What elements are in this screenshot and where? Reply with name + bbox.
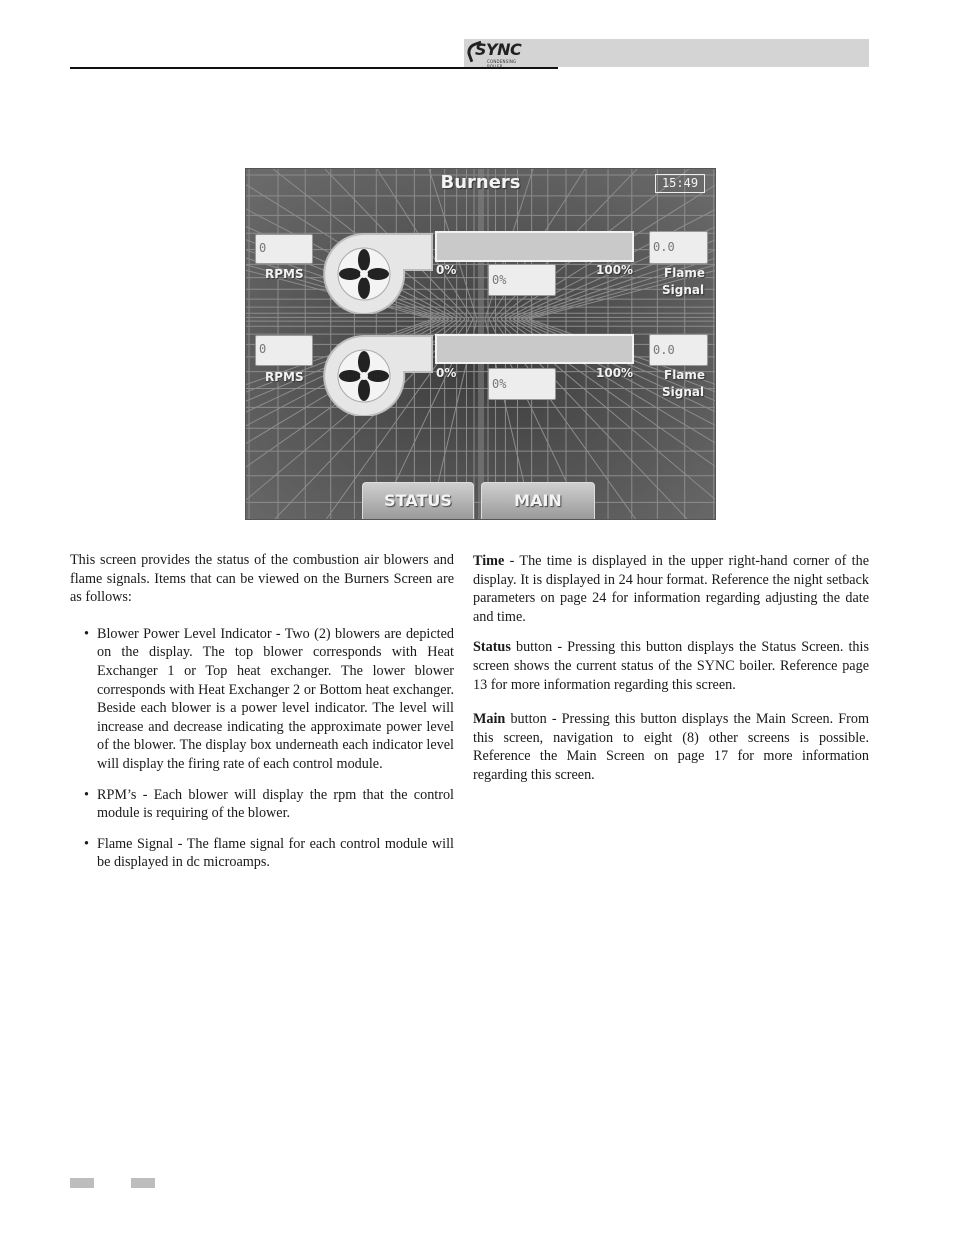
term-time: Time (473, 553, 505, 569)
flame-label-2: Flame (664, 368, 706, 382)
list-item-rpm (70, 786, 454, 823)
time-paragraph (473, 552, 869, 626)
power-level-bar-1 (435, 231, 634, 262)
list-item-blower-power (70, 625, 454, 774)
sync-logo (467, 40, 533, 69)
clock-display: 15:49 (655, 174, 705, 193)
right-column (473, 552, 869, 797)
flame-value-box-1: 0.0 (649, 231, 708, 264)
status-button[interactable]: STATUS (362, 482, 474, 520)
logo-subtext: CONDENSING BOILER (487, 59, 517, 69)
power-level-bar-2 (435, 334, 634, 364)
bullet: • (84, 835, 89, 852)
list-item-text: Flame Signal - The flame signal for each control module will be displayed in dc microamps. (97, 835, 454, 871)
burners-screen (245, 168, 716, 520)
main-button[interactable]: MAIN (481, 482, 595, 520)
main-description: button - Pressing this button displays the Main Screen. From this screen, navigation to eight (8) other screens is possible. Reference the Main Screen on page 17 for more information regarding this screen. (473, 711, 869, 783)
logo-word: SYNC (475, 40, 522, 59)
bar-max-label-2: 100% (596, 366, 634, 380)
feature-list (70, 625, 454, 872)
flame-value-box-2: 0.0 (649, 334, 708, 366)
left-column (70, 551, 454, 872)
rpm-value-box-2: 0 (255, 335, 313, 366)
bar-min-label-2: 0% (436, 366, 457, 380)
bullet: • (84, 625, 89, 642)
bullet: • (84, 786, 89, 803)
bar-min-label-1: 0% (436, 263, 457, 277)
screen-title: Burners (440, 172, 521, 193)
flame-label-1: Flame (664, 266, 706, 280)
footer-tab-left (70, 1178, 94, 1188)
firing-rate-box-2: 0% (488, 368, 556, 400)
firing-rate-box-1: 0% (488, 264, 556, 296)
main-paragraph (473, 710, 869, 784)
rpm-label-2: RPMS (265, 370, 304, 384)
term-main: Main (473, 711, 506, 728)
list-item-text: Blower Power Level Indicator - Two (2) blowers are depicted on the display. The top blower corresponds with Heat Exchanger 1 or Top heat exchanger. The lower blower corresponds with Heat Exchanger 2 or Bottom heat exchanger. Beside each blower is a power level indicator. The level will increase and decrease indicating the approximate power level of the blower. The display box underneath each indicator level will display the firing rate of each control module. (97, 625, 454, 772)
rpm-label-1: RPMS (265, 267, 304, 281)
list-item-text: RPM’s - Each blower will display the rpm that the control module is requiring of the blower. (97, 786, 454, 822)
header-rule (70, 67, 558, 69)
time-description: - The time is displayed in the upper right-hand corner of the display. It is displayed in 24 hour format. Reference the night setback parameters on page 24 for information regarding adjusting the date and time. (473, 553, 869, 625)
status-paragraph (473, 638, 869, 694)
blower-fan-icon-1 (320, 230, 436, 314)
signal-label-1: Signal (662, 283, 705, 297)
intro-paragraph: This screen provides the status of the combustion air blowers and flame signals. Items that can be viewed on the Burners Screen are as follows: (70, 552, 454, 606)
signal-label-2: Signal (662, 385, 705, 399)
list-item-flame-signal (70, 835, 454, 872)
rpm-value-box-1: 0 (255, 234, 313, 264)
status-description: button - Pressing this button displays the Status Screen. this screen shows the current status of the SYNC boiler. Reference page 13 for more information regarding this screen. (473, 639, 869, 693)
term-status: Status (473, 639, 511, 656)
footer-tab-right (131, 1178, 155, 1188)
blower-fan-icon-2 (320, 332, 436, 416)
bar-max-label-1: 100% (596, 263, 634, 277)
